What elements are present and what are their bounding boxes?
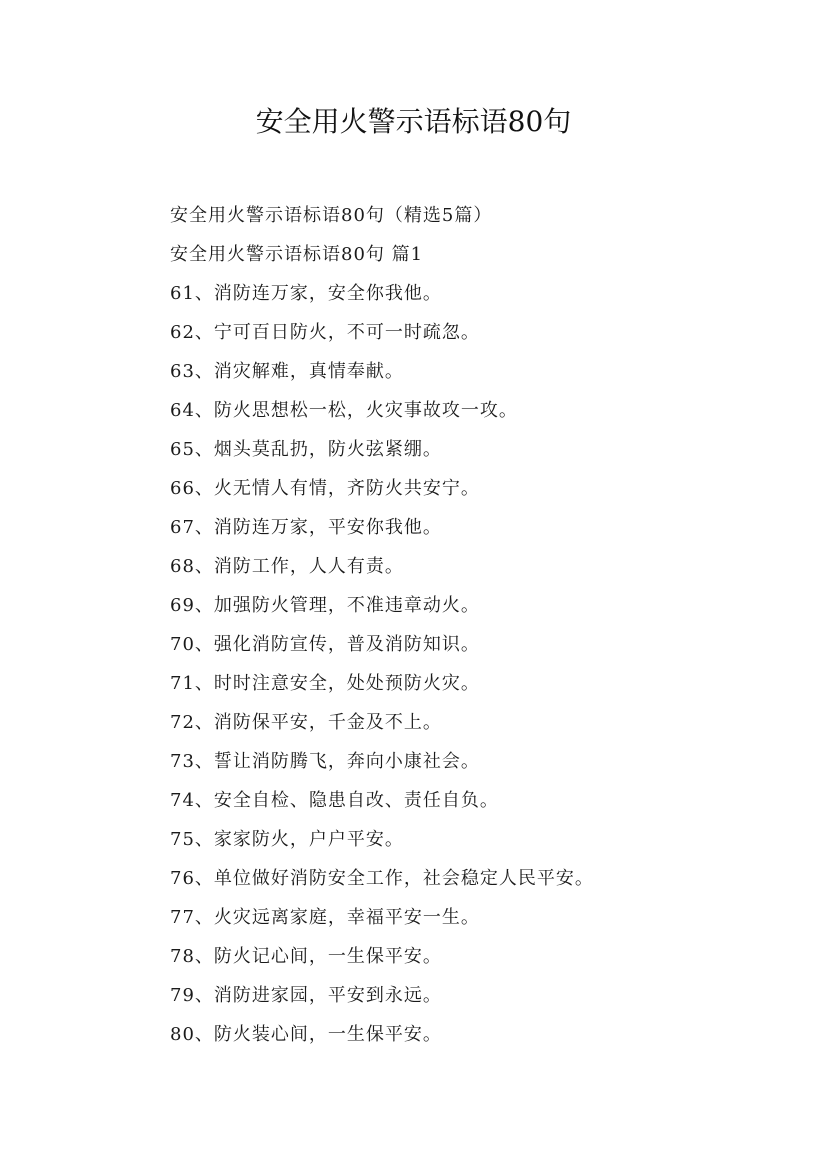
slogan-item: 65、烟头莫乱扔，防火弦紧绷。	[170, 439, 442, 460]
document-body	[170, 196, 790, 1054]
slogan-item: 79、消防进家园，平安到永远。	[170, 985, 442, 1006]
slogan-item: 69、加强防火管理，不准违章动火。	[170, 595, 480, 616]
slogan-item: 71、时时注意安全，处处预防火灾。	[170, 673, 480, 694]
slogan-item: 78、防火记心间，一生保平安。	[170, 946, 442, 967]
slogan-item: 77、火灾远离家庭，幸福平安一生。	[170, 907, 480, 928]
slogan-item: 74、安全自检、隐患自改、责任自负。	[170, 790, 499, 811]
document-title: 安全用火警示语标语80句	[255, 105, 572, 138]
document-subtitle: 安全用火警示语标语80句（精选5篇）	[170, 205, 493, 226]
slogan-item: 70、强化消防宣传，普及消防知识。	[170, 634, 480, 655]
slogan-item: 75、家家防火，户户平安。	[170, 829, 404, 850]
section-heading: 安全用火警示语标语80句 篇1	[170, 244, 424, 265]
slogan-item: 63、消灾解难，真情奉献。	[170, 361, 404, 382]
slogan-item: 62、宁可百日防火，不可一时疏忽。	[170, 322, 480, 343]
slogan-item: 76、单位做好消防安全工作，社会稳定人民平安。	[170, 868, 594, 889]
slogan-item: 67、消防连万家，平安你我他。	[170, 517, 442, 538]
slogan-item: 73、誓让消防腾飞，奔向小康社会。	[170, 751, 480, 772]
slogan-item: 68、消防工作，人人有责。	[170, 556, 404, 577]
slogan-item: 66、火无情人有情，齐防火共安宁。	[170, 478, 480, 499]
slogan-item: 64、防火思想松一松，火灾事故攻一攻。	[170, 400, 518, 421]
slogan-item: 72、消防保平安，千金及不上。	[170, 712, 442, 733]
slogan-item: 61、消防连万家，安全你我他。	[170, 283, 442, 304]
slogan-item: 80、防火装心间，一生保平安。	[170, 1024, 442, 1045]
